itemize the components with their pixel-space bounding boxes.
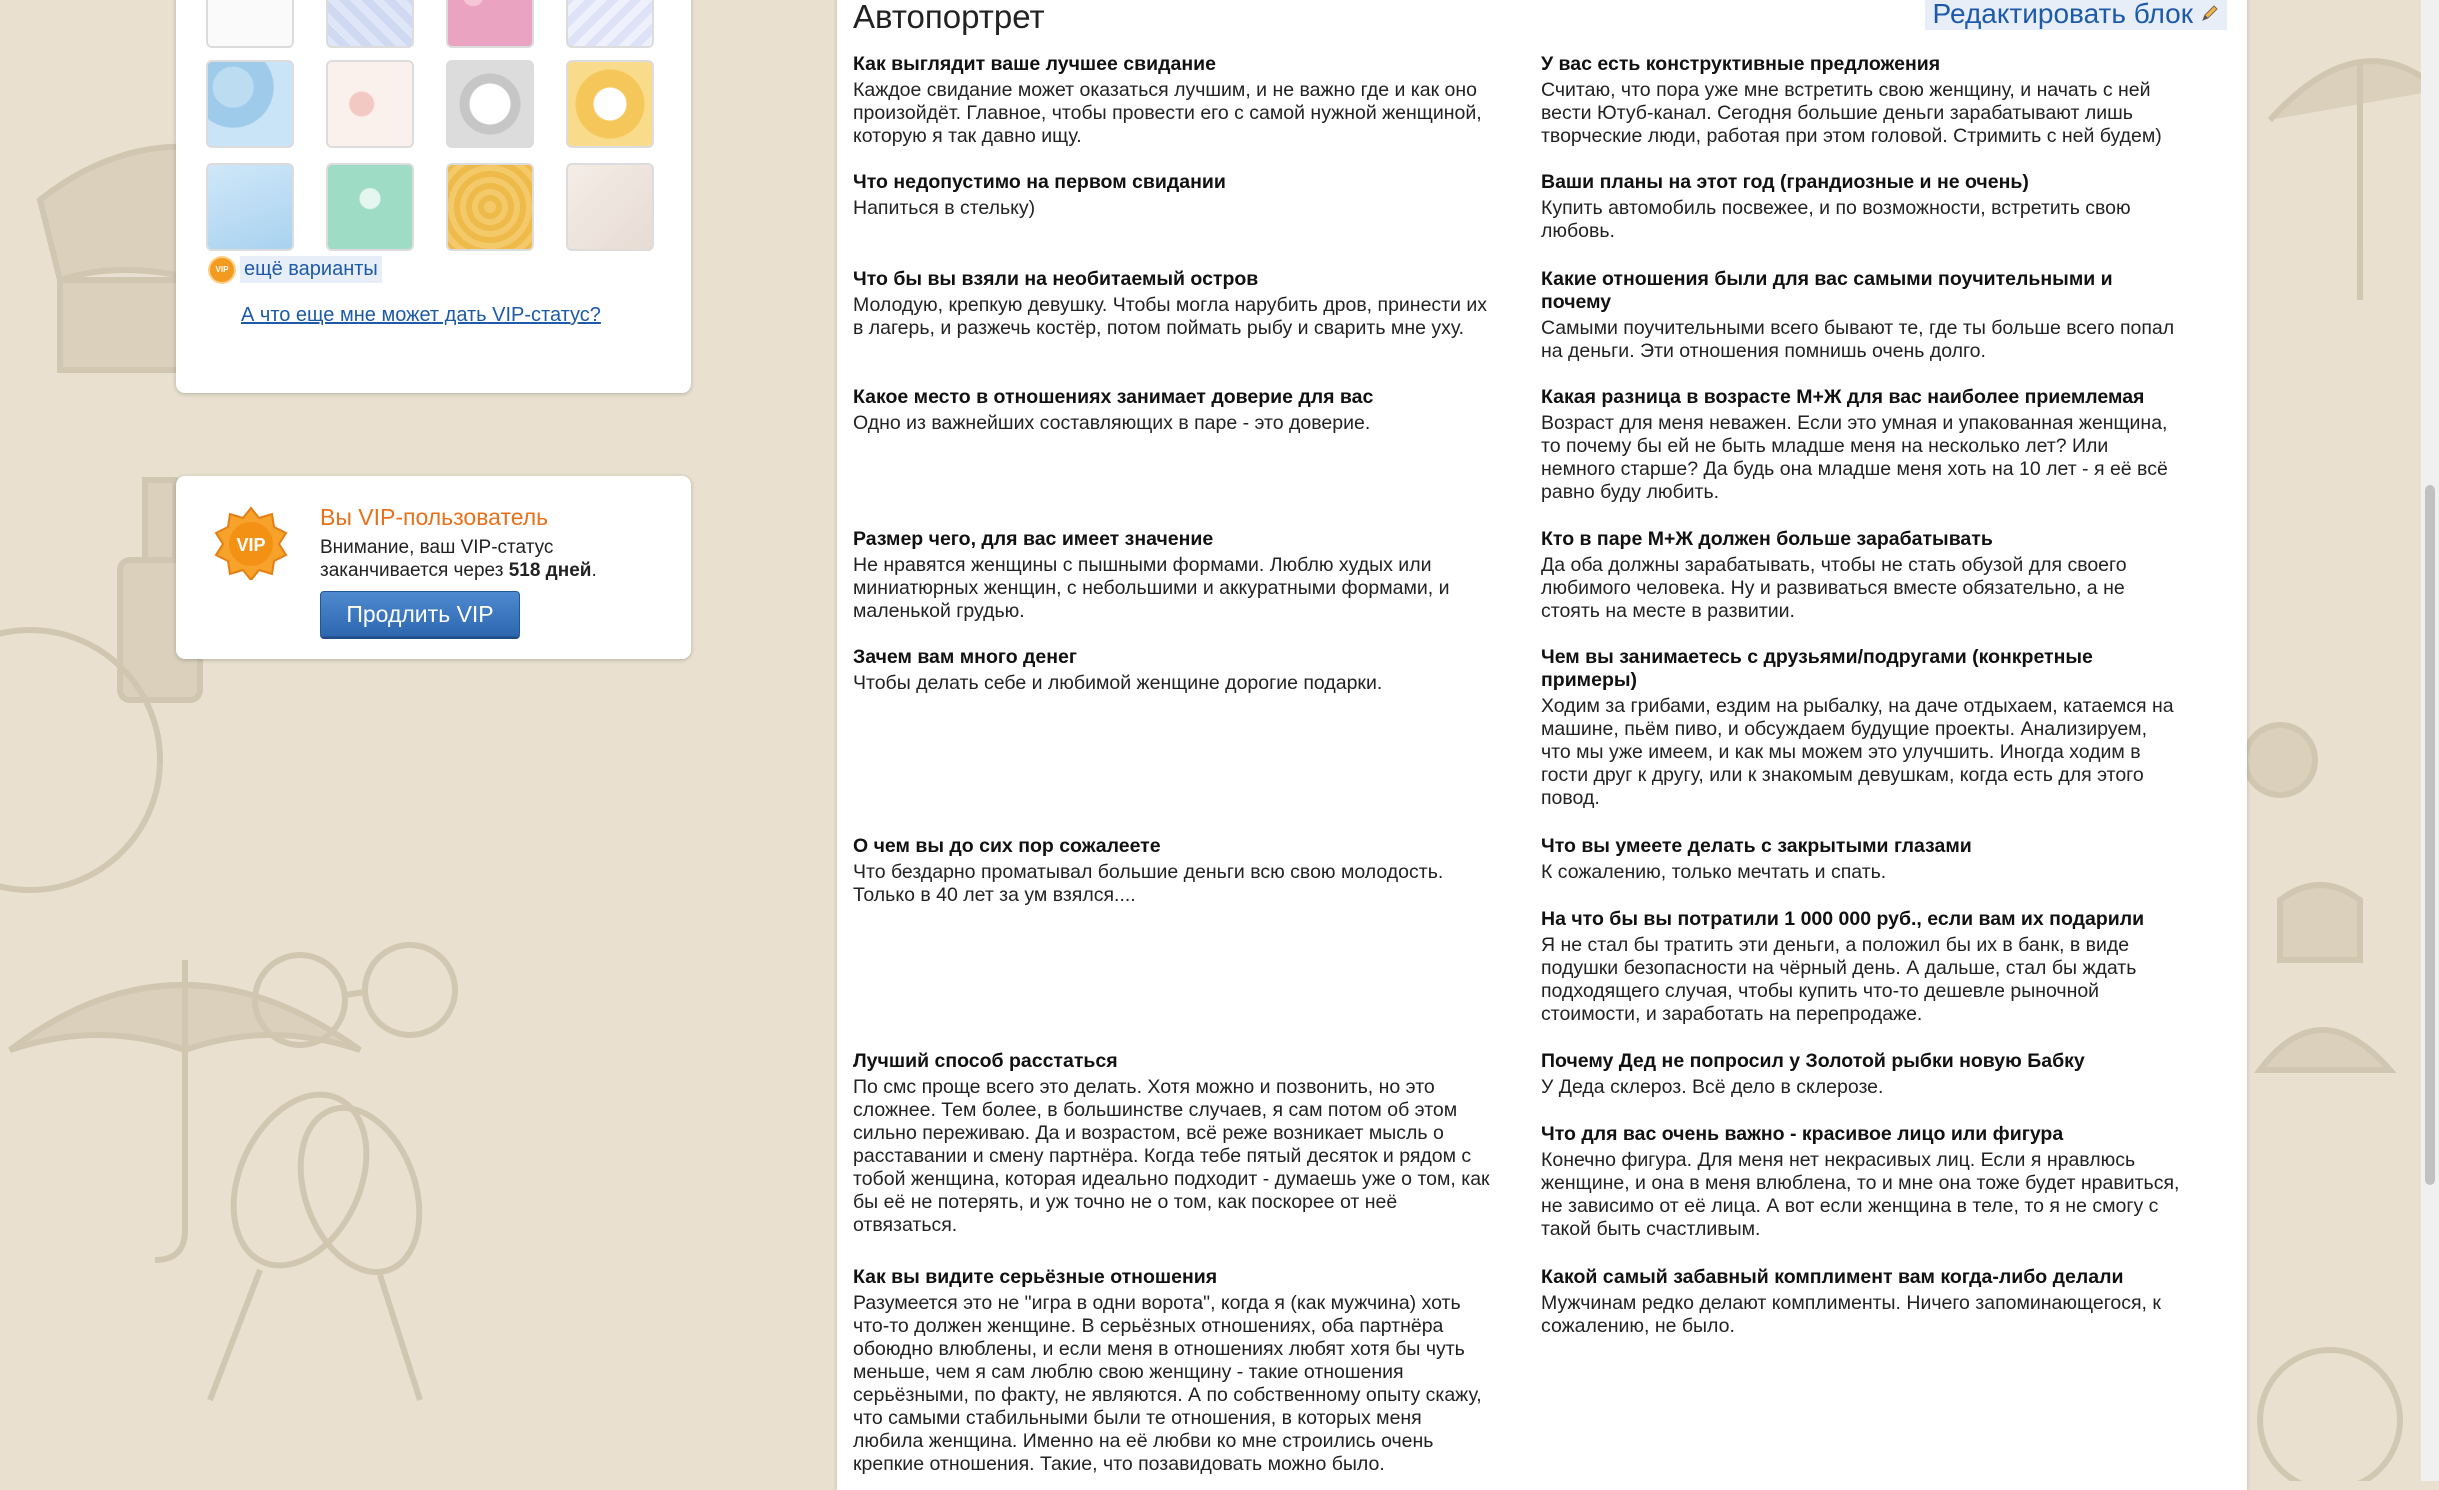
theme-thumb-grey-flower[interactable] (446, 60, 534, 148)
qa-item (1541, 171, 2181, 243)
qa-answer: Купить автомобиль посвежее, и по возможности, встретить свою любовь. (1541, 197, 2131, 242)
theme-thumb-blue-pattern[interactable] (326, 0, 414, 48)
qa-item (1541, 1266, 2181, 1338)
qa-answer: Я не стал бы тратить эти деньги, а положил бы их в банк, в виде подушки безопасности на чёрный день. А дальше, стал бы ждать подходящего случая, чтобы купить что-то дешевле рыночной стоимости, и заработать на перепродаже. (1541, 934, 2137, 1025)
qa-answer: Каждое свидание может оказаться лучшим, и не важно где и как оно произойдёт. Главное, чтобы провести его с самой нужной женщиной, которую я так давно ищу. (853, 79, 1482, 147)
qa-answer: Одно из важнейших составляющих в паре - это доверие. (853, 412, 1371, 434)
theme-thumb-pink-floral[interactable] (446, 0, 534, 48)
qa-item (853, 528, 1493, 623)
self-portrait-panel (837, 0, 2247, 1490)
qa-question: Как выглядит ваше лучшее свидание (853, 53, 1216, 75)
qa-answer: Мужчинам редко делают комплименты. Ничего запоминающегося, к сожалению, не было. (1541, 1292, 2161, 1337)
qa-answer: Чтобы делать себе и любимой женщине дорогие подарки. (853, 672, 1383, 694)
theme-thumb-sky[interactable] (206, 163, 294, 251)
qa-question: Что недопустимо на первом свидании (853, 171, 1226, 193)
qa-question: Что бы вы взяли на необитаемый остров (853, 268, 1259, 290)
theme-thumb-white[interactable] (206, 0, 294, 48)
qa-answer: Конечно фигура. Для меня нет некрасивых лиц. Если я нравлюсь женщине, и она в меня влюблена, то и мне она тоже будет нравиться, не зависимо от её лица. А вот если женщина в теле, то я не смогу с такой быть счастливым. (1541, 1149, 2180, 1240)
qa-item (1541, 268, 2181, 363)
qa-item (1541, 908, 2181, 1026)
theme-thumb-blue-camo[interactable] (206, 60, 294, 148)
qa-answer: Не нравятся женщины с пышными формами. Люблю худых или миниатюрных женщин, с небольшими и аккуратными формами, и маленькой грудью. (853, 554, 1450, 622)
qa-question: У вас есть конструктивные предложения (1541, 53, 1941, 75)
qa-answer: Молодую, крепкую девушку. Чтобы могла нарубить дров, принести их в лагерь, и разжечь костёр, потом поймать рыбу и сварить мне уху. (853, 294, 1488, 339)
page-title: Автопортрет (853, 0, 1045, 35)
more-variants-link[interactable] (210, 256, 382, 283)
qa-question: О чем вы до сих пор сожалеете (853, 835, 1161, 857)
qa-question: Что для вас очень важно - красивое лицо или фигура (1541, 1123, 2064, 1145)
vip-days-remaining: 518 дней (508, 560, 592, 581)
qa-answer: У Деда склероз. Всё дело в склерозе. (1541, 1076, 1884, 1098)
qa-answer: К сожалению, только мечтать и спать. (1541, 861, 1887, 883)
qa-item (1541, 1123, 2181, 1241)
qa-answer: Самыми поучительными всего бывают те, где ты больше всего попал на деньги. Эти отношения помнишь очень долго. (1541, 317, 2175, 362)
extend-vip-button[interactable]: Продлить VIP (320, 591, 520, 637)
qa-item (1541, 53, 2181, 148)
svg-text:VIP: VIP (236, 535, 266, 555)
qa-question: Какие отношения были для вас самыми поучительными и почему (1541, 268, 2113, 313)
vip-small-icon: VIP (210, 258, 234, 282)
scrollbar-thumb[interactable] (2425, 485, 2435, 1185)
qa-question: Почему Дед не попросил у Золотой рыбки новую Бабку (1541, 1050, 2085, 1072)
vip-benefits-link[interactable]: А что еще мне может дать VIP-статус? (241, 304, 601, 326)
theme-thumb-gold-pattern[interactable] (446, 163, 534, 251)
vip-expiry-notice: Внимание, ваш VIP-статус заканчивается через 518 дней. (320, 537, 597, 581)
qa-question: Зачем вам много денег (853, 646, 1078, 668)
qa-question: Чем вы занимаетесь с друзьями/подругами (конкретные примеры) (1541, 646, 2093, 691)
qa-question: Ваши планы на этот год (грандиозные и не очень) (1541, 171, 2029, 193)
page-scrollbar[interactable] (2421, 0, 2439, 1481)
qa-item (853, 386, 1493, 435)
qa-answer: Считаю, что пора уже мне встретить свою женщину, и начать с ней вести Ютуб-канал. Сегодня большие деньги зарабатывают лишь творческие люди, работая при этом головой. Стримить с ней будем) (1541, 79, 2162, 147)
qa-answer: Ходим за грибами, ездим на рыбалку, на даче отдыхаем, катаемся на машине, пьём пиво, и обсуждаем будущие проекты. Анализируем, что мы уже имеем, и как мы можем это улучшить. Иногда ходим в гости друг к другу, или к знакомым девушкам, когда есть для этого повод. (1541, 695, 2174, 809)
qa-item (1541, 528, 2181, 623)
qa-answer: Да оба должны зарабатывать, чтобы не стать обузой для своего любимого человека. Ну и развиваться вместе обязательно, а не стоять на месте в развитии. (1541, 554, 2127, 622)
qa-question: Какое место в отношениях занимает доверие для вас (853, 386, 1374, 408)
theme-thumb-lavender[interactable] (566, 0, 654, 48)
qa-item (853, 1050, 1493, 1237)
vip-title: Вы VIP-пользователь (320, 504, 549, 530)
pencil-icon (2199, 4, 2219, 24)
qa-item (853, 171, 1493, 220)
qa-question: Что вы умеете делать с закрытыми глазами (1541, 835, 1972, 857)
qa-question: Какая разница в возрасте М+Ж для вас наиболее приемлемая (1541, 386, 2145, 408)
qa-answer: Что бездарно проматывал большие деньги всю свою молодость. Только в 40 лет за ум взялся.... (853, 861, 1444, 906)
qa-answer: Напиться в стельку) (853, 197, 1036, 219)
qa-item (853, 268, 1493, 340)
qa-item (1541, 386, 2181, 504)
vip-badge-icon (214, 506, 288, 580)
qa-item (1541, 646, 2181, 810)
vip-status-panel (176, 476, 691, 659)
theme-selector-panel (176, 0, 691, 393)
theme-thumb-mint-dandelion[interactable] (326, 163, 414, 251)
qa-answer: Возраст для меня неважен. Если это умная и упакованная женщина, то почему бы ей не быть младше меня на несколько лет? Или немного старше? Да будь она младше меня хоть на 10 лет - я её всё равно буду любить. (1541, 412, 2168, 503)
qa-question: Размер чего, для вас имеет значение (853, 528, 1214, 550)
qa-item (1541, 835, 2181, 884)
edit-block-label[interactable]: Редактировать блок (1932, 0, 2193, 29)
qa-question: Как вы видите серьёзные отношения (853, 1266, 1218, 1288)
qa-item (1541, 1050, 2181, 1099)
qa-answer: Разумеется это не "игра в одни ворота", когда я (как мужчина) хоть что-то должен женщине. В серьёзных отношениях, оба партнёра обоюдно влюблены, и если меня в отношениях любят хотя бы чуть меньше, чем я сам люблю свою женщину - такие отношения серьёзными, по факту, не являются. А по собственному опыту скажу, что самыми стабильными были те отношения, в которых меня любила женщина. Именно на её любви ко мне строились очень крепкие отношения. Такие, что позавидовать можно было. (853, 1292, 1482, 1475)
theme-thumb-yellow-flower[interactable] (566, 60, 654, 148)
qa-question: Лучший способ расстаться (853, 1050, 1118, 1072)
edit-block-button[interactable] (1925, 0, 2227, 30)
qa-question: На что бы вы потратили 1 000 000 руб., если вам их подарили (1541, 908, 2145, 930)
qa-item (853, 1266, 1493, 1476)
qa-question: Какой самый забавный комплимент вам когда-либо делали (1541, 1266, 2124, 1288)
qa-item (853, 835, 1493, 907)
theme-thumb-hearts[interactable] (326, 60, 414, 148)
more-variants-label[interactable]: ещё варианты (240, 256, 382, 283)
qa-item (853, 53, 1493, 148)
qa-item (853, 646, 1493, 695)
qa-answer: По смс проще всего это делать. Хотя можно и позвонить, но это сложнее. Тем более, в большинстве случаев, я сам потом об этом сильно переживаю. Да и возрастом, всё реже возникает мысль о расставании и смену партнёра. Когда тебе пятый десяток и рядом с тобой женщина, которая идеально подходит - думаешь уже о том, как бы её не потерять, и уж точно не о том, как поскорее от неё отвязаться. (853, 1076, 1490, 1236)
theme-thumb-beige-guitar[interactable] (566, 163, 654, 251)
qa-question: Кто в паре М+Ж должен больше зарабатывать (1541, 528, 1993, 550)
